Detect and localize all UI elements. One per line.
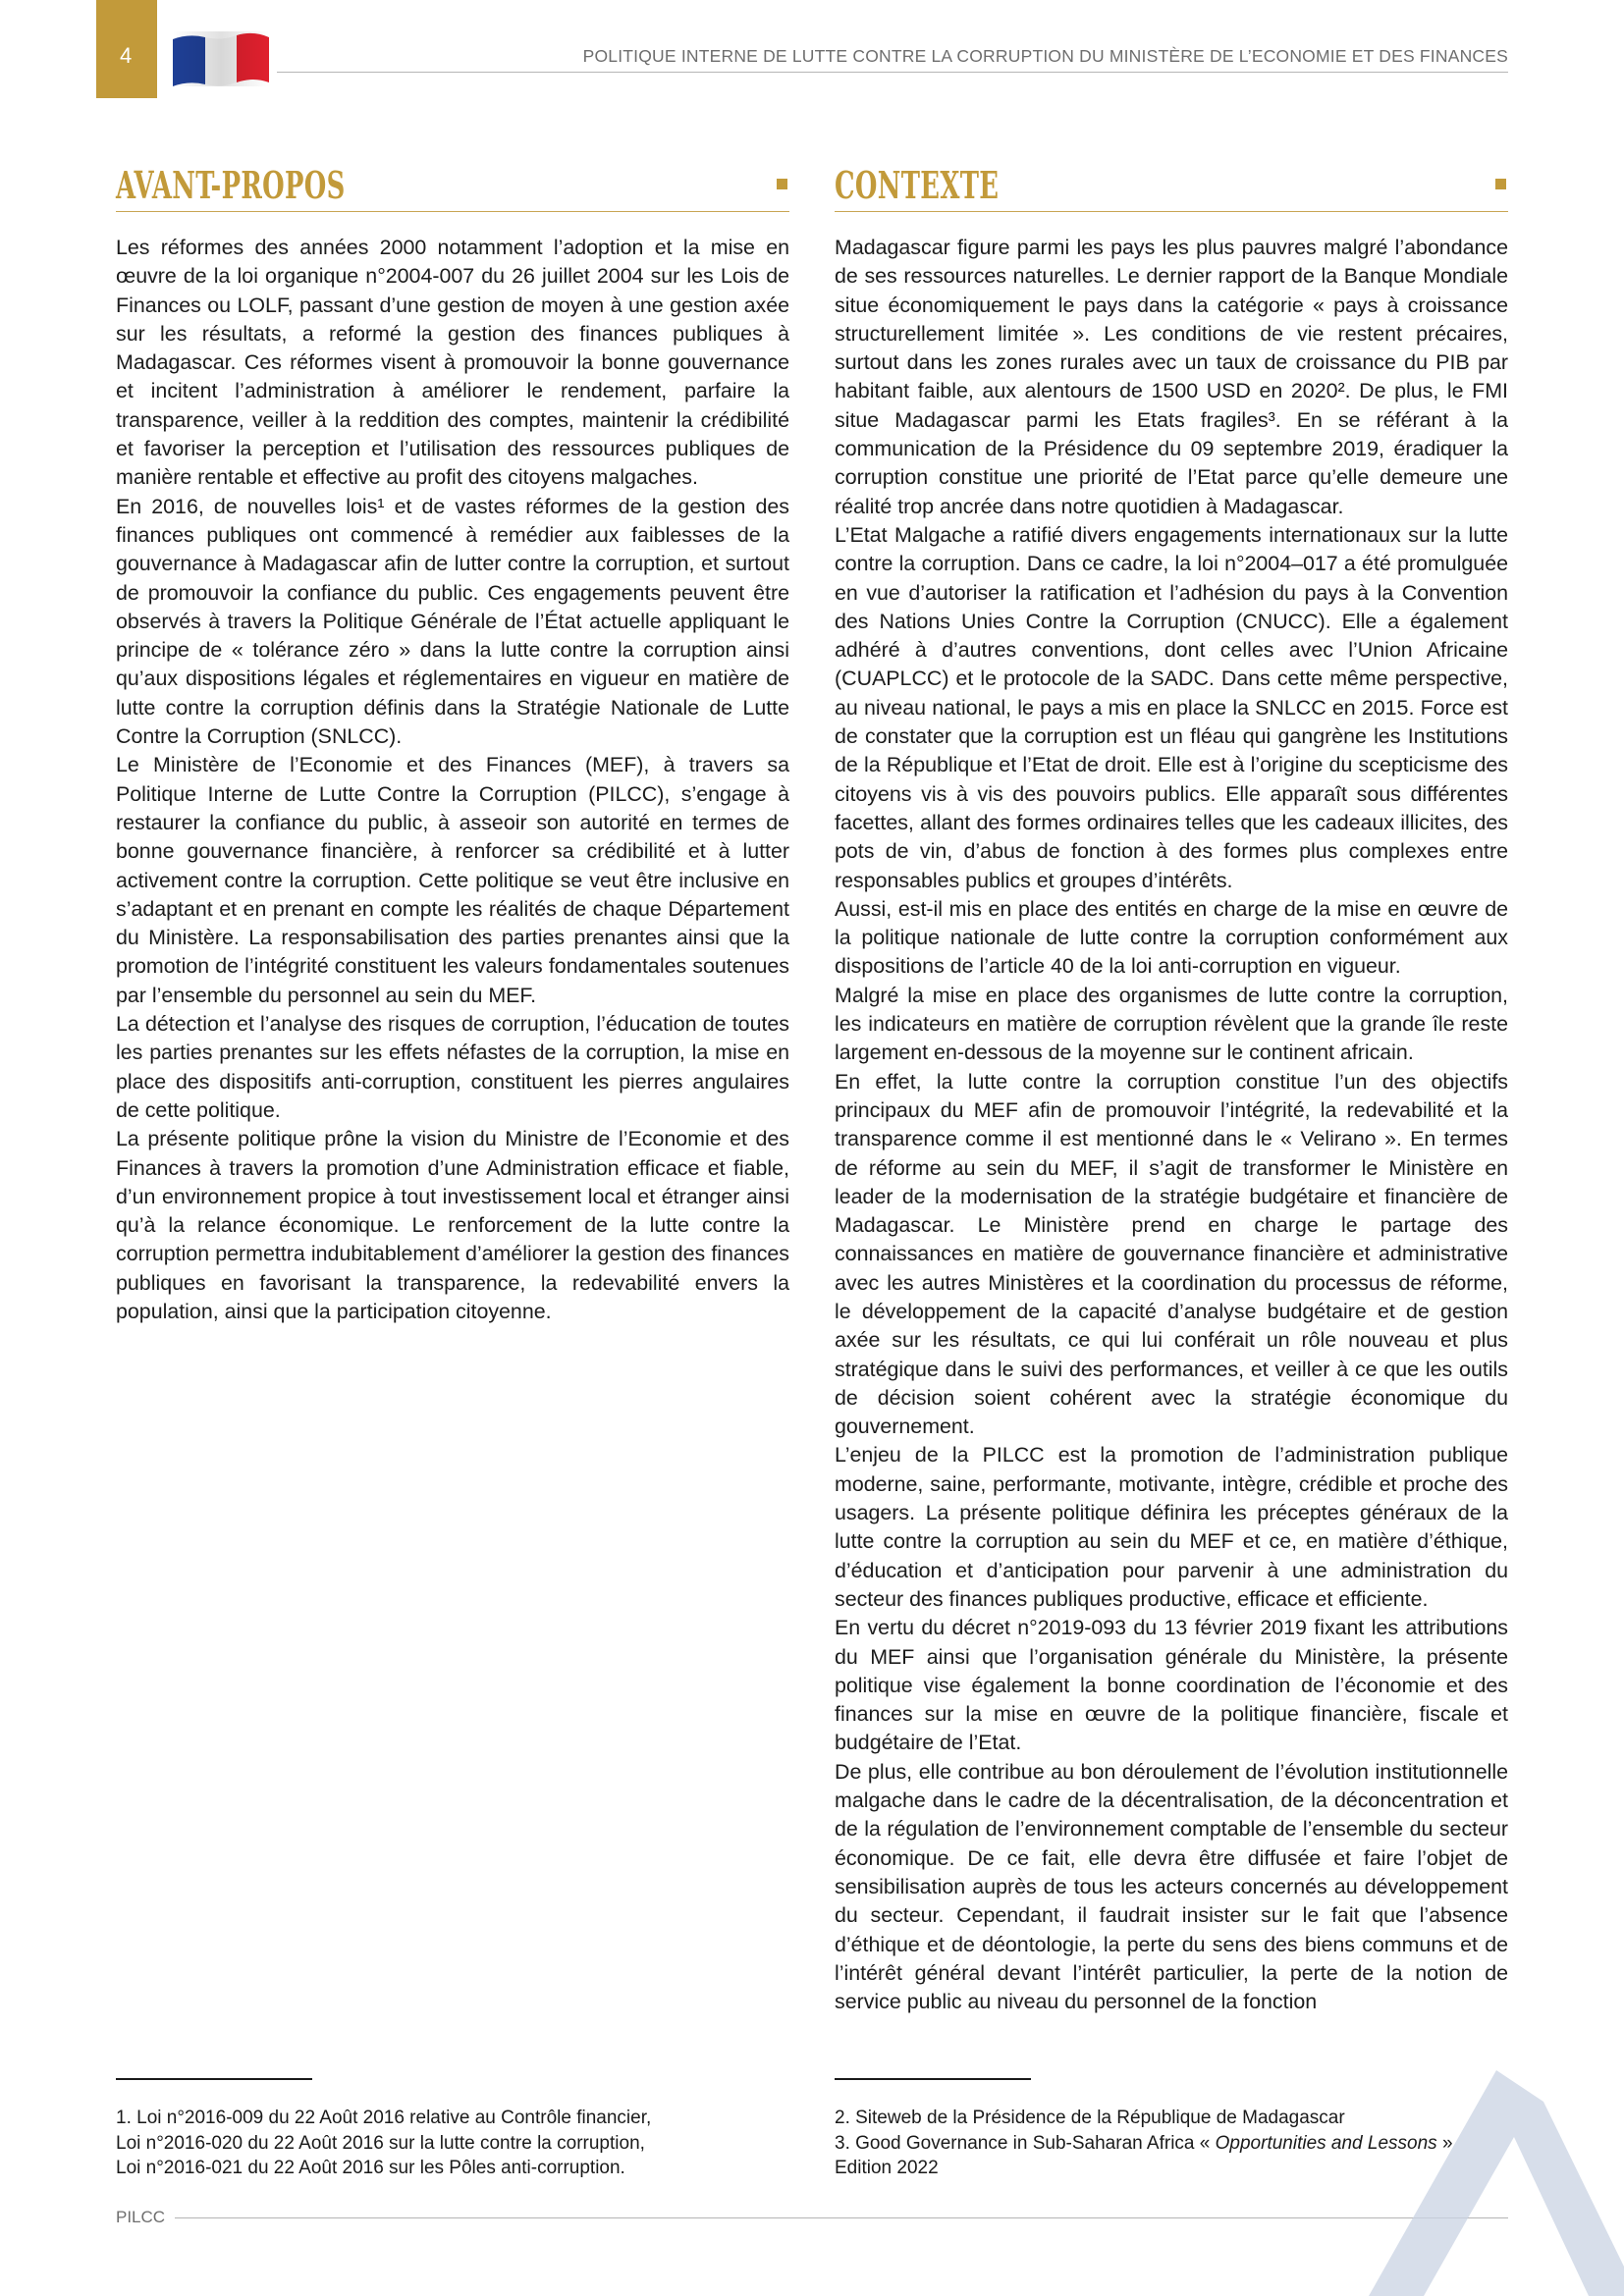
page-number-tab bbox=[96, 0, 157, 98]
section-body bbox=[116, 234, 789, 1326]
section-body bbox=[835, 234, 1508, 2016]
footnote-text: » bbox=[1436, 2132, 1453, 2154]
paragraph: En vertu du décret n°2019-093 du 13 février 2019 fixant les attributions du MEF ainsi que l’organisation générale du Ministère, la présente politique vise également la bonne coordination de l’économie et des finances sur la mise en œuvre de la politique financière, fiscale et budgétaire de l’Etat. bbox=[835, 1616, 1508, 1755]
gold-square-icon bbox=[777, 179, 787, 189]
paragraph: Les réformes des années 2000 notamment l’adoption et la mise en œuvre de la loi organique n°2004-007 du 26 juillet 2004 sur les Lois de Finances ou LOLF, passant d’une gestion de moyen à une gestion axée sur les résultats, a reformé la gestion des finances publiques à Madagascar. Ces réformes visent à promouvoir la bonne gouvernance et incitent l’administration à améliorer le rendement, parfaire la transparence, veiller à la reddition des comptes, maintenir la crédibilité et favoriser la perception et l’utilisation des ressources publiques de manière rentable et effective au profit des citoyens malgaches. bbox=[116, 236, 789, 490]
footnote: Loi n°2016-021 du 22 Août 2016 sur les Pôles anti-corruption. bbox=[116, 2158, 625, 2178]
footnotes-left bbox=[116, 2106, 789, 2181]
footnote-text: 3. Good Governance in Sub-Saharan Africa « bbox=[835, 2132, 1216, 2154]
decorative-chevron-shape bbox=[1369, 2070, 1624, 2296]
header-divider bbox=[277, 72, 1508, 73]
paragraph: En 2016, de nouvelles lois¹ et de vastes réformes de la gestion des finances publiques ont commencé à remédier aux faiblesses de la gouvernance à Madagascar afin de lutter contre la corruption, et surtout de promouvoir la confiance du public. Ces engagements peuvent être observés à travers la Politique Générale de l’État actuelle appliquant le principe de « tolérance zéro » dans la lutte contre la corruption ainsi qu’aux dispositions légales et réglementaires en vigueur en matière de lutte contre la corruption définis dans la Stratégie Nationale de Lutte Contre la Corruption (SNLCC). bbox=[116, 494, 789, 749]
paragraph: De plus, elle contribue au bon déroulement de l’évolution institutionnelle malgache dans le cadre de la décentralisation, de la déconcentration et de la régulation de l’environnement comptable de l’ensemble du secteur économique. De ce fait, elle devra être diffusée et faire l’objet de sensibilisation auprès de tous les acteurs concernés au développement du secteur. Cependant, il faudrait insister sur le fait que l’absence d’éthique et de déontologie, la perte du sens des biens communs et de l’intérêt général devant l’intérêt particulier, la perte de la notion de service public au niveau du personnel de la fonction bbox=[835, 1759, 1508, 2014]
section-header bbox=[835, 162, 1508, 212]
paragraph: La présente politique prône la vision du Ministre de l’Economie et des Finances à travers la promotion d’une Administration efficace et fiable, d’un environnement propice à tout investissement local et étranger ainsi qu’à la relance économique. Le renforcement de la lutte contre la corruption permettra indubitablement d’améliorer la gestion des finances publiques en favorisant la transparence, la redevabilité envers la population, ainsi que la participation citoyenne. bbox=[116, 1127, 789, 1323]
footnote-divider bbox=[116, 2078, 312, 2080]
paragraph: En effet, la lutte contre la corruption constitue l’un des objectifs principaux du MEF afin de promouvoir l’intégrité, la redevabilité et la transparence comme il est mentionné dans le « Velirano ». En termes de réforme au sein du MEF, il s’agit de transformer le Ministère en leader de la modernisation de la stratégie budgétaire et financière de Madagascar. Le Ministère prend en charge le partage des connaissances en matière de gouvernance financière et administrative avec les autres Ministères et la coordination du processus de réforme, le développement de la capacité d’analyse budgétaire et de gestion axée sur les résultats, ce qui lui conférait un rôle nouveau et plus stratégique dans le suivi des performances, et veiller à ce que les outils de décision soient cohérent avec la stratégie économique du gouvernement. bbox=[835, 1069, 1508, 1439]
paragraph: L’Etat Malgache a ratifié divers engagements internationaux sur la lutte contre la corruption. Dans ce cadre, la loi n°2004–017 a été promulguée en vue d’autoriser la ratification et l’adhésion du pays à la Convention des Nations Unies Contre la Corruption (CNUCC). Elle a également adhéré à d’autres conventions, dont celles avec l’Union Africaine (CUAPLCC) et le protocole de la SADC. Dans cette même perspective, au niveau national, le pays a mis en place la SNLCC en 2015. Force est de constater que la corruption est un fléau qui gangrène les Institutions de la République et l’Etat de droit. Elle est à l’origine du scepticisme des citoyens vis à vis des pouvoirs publics. Elle apparaît sous différentes facettes, allant des formes ordinaires telles que les cadeaux illicites, des pots de vin, d’abus de fonction à des formes plus complexes entre responsables publics et groupes d’intérêts. bbox=[835, 522, 1508, 892]
footnote: Loi n°2016-020 du 22 Août 2016 sur la lutte contre la corruption, bbox=[116, 2132, 645, 2154]
document-title: POLITIQUE INTERNE DE LUTTE CONTRE LA CORRUPTION DU MINISTÈRE DE L’ECONOMIE ET DES FINANCES bbox=[582, 46, 1508, 66]
avant-propos-section bbox=[116, 162, 789, 1326]
section-title: AVANT-PROPOS bbox=[116, 163, 346, 207]
footnote: 1. Loi n°2016-009 du 22 Août 2016 relative au Contrôle financier, bbox=[116, 2108, 652, 2128]
footer-label: PILCC bbox=[116, 2208, 166, 2226]
footer-divider bbox=[175, 2217, 1508, 2218]
gold-square-icon bbox=[1495, 179, 1506, 189]
paragraph: Malgré la mise en place des organismes de lutte contre la corruption, les indicateurs en matière de corruption révèlent que la grande île reste largement en-dessous de la moyenne sur le continent africain. bbox=[835, 983, 1508, 1065]
footnote-italic: Opportunities and Lessons bbox=[1215, 2132, 1437, 2154]
paragraph: L’enjeu de la PILCC est la promotion de l’administration publique moderne, saine, performante, motivante, intègre, crédible et proche des usagers. La présente politique définira les préceptes généraux de la lutte contre la corruption au sein du MEF et ce, en matière d’éthique, d’éducation et d’anticipation pour parvenir à une administration du secteur des finances publiques productive, efficace et efficiente. bbox=[835, 1443, 1508, 1611]
paragraph: Aussi, est-il mis en place des entités en charge de la mise en œuvre de la politique nationale de lutte contre la corruption conformément aux dispositions de l’article 40 de la loi anti-corruption en vigueur. bbox=[835, 896, 1508, 979]
paragraph: Le Ministère de l’Economie et des Finances (MEF), à travers sa Politique Interne de Lutte Contre la Corruption (PILCC), s’engage à restaurer la confiance du public, à asseoir son autorité en termes de bonne gouvernance financière, à renforcer sa crédibilité et à lutter activement contre la corruption. Cette politique se veut être inclusive en s’adaptant et en prenant en compte les réalités de chaque Département du Ministère. La responsabilisation des parties prenantes ainsi que la promotion de l’intégrité constituent les valeurs fondamentales soutenues par l’ensemble du personnel au sein du MEF. bbox=[116, 753, 789, 1007]
contexte-section bbox=[835, 162, 1508, 2016]
paragraph: Madagascar figure parmi les pays les plus pauvres malgré l’abondance de ses ressources naturelles. Le dernier rapport de la Banque Mondiale situe économiquement le pays dans la catégorie « pays à croissance structurellement limitée ». Les conditions de vie restent précaires, surtout dans les zones rurales avec un taux de croissance du PIB par habitant faible, aux alentours de 1500 USD en 2020². De plus, le FMI situe Madagascar parmi les Etats fragiles³. En se référant à la communication de la Présidence du 09 septembre 2019, éradiquer la corruption constitue une priorité de l’Etat parce qu’elle demeure une réalité trop ancrée dans notre quotidien à Madagascar. bbox=[835, 236, 1508, 518]
section-header bbox=[116, 162, 789, 212]
footnote: 2. Siteweb de la Présidence de la République de Madagascar bbox=[835, 2108, 1345, 2128]
page-number: 4 bbox=[120, 43, 133, 68]
france-flag-icon bbox=[173, 31, 269, 86]
footnote: Edition 2022 bbox=[835, 2158, 939, 2178]
section-title: CONTEXTE bbox=[835, 163, 1000, 207]
footnote-divider bbox=[835, 2078, 1031, 2080]
paragraph: La détection et l’analyse des risques de corruption, l’éducation de toutes les parties prenantes sur les effets néfastes de la corruption, la mise en place des dispositifs anti-corruption, constituent les pierres angulaires de cette politique. bbox=[116, 1012, 789, 1122]
